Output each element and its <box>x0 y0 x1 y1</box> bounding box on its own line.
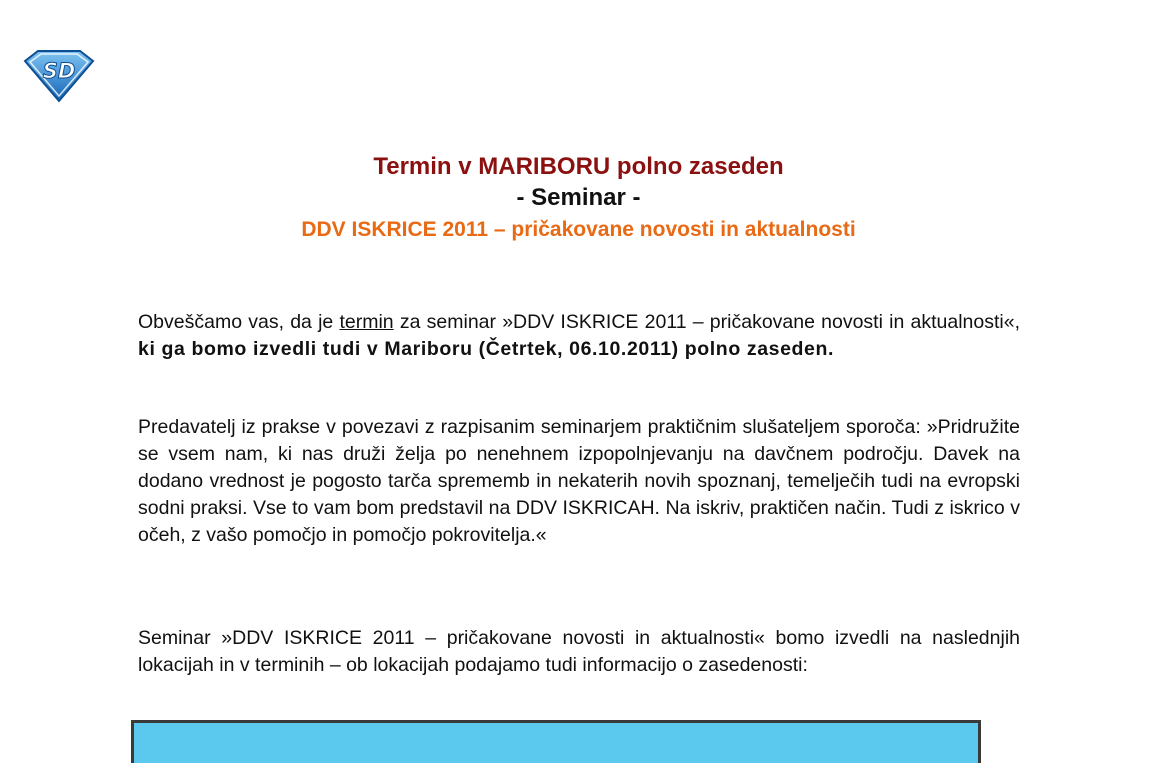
quote-text: Pridružite se vsem nam, ki nas druži želja po nenehnem izpopolnjevanju na davčnem področju. Davek na dodano vrednost je pogosto tarča sprememb in nekaterih novih spoznanj, temelječih tudi na evropski sodni praksi. Vse to vam bom predstavil na DDV ISKRICAH. Na iskriv, praktičen način. Tudi z iskrico v očeh, z vašo pomočjo in pomočjo pokrovitelja. <box>138 416 1020 546</box>
paragraph-lecturer-quote <box>138 414 1020 549</box>
quote-lead: Predavatelj iz prakse v povezavi z razpisanim seminarjem praktičnim slušateljem sporoča: » <box>138 416 938 438</box>
paragraph-locations: Seminar »DDV ISKRICE 2011 – pričakovane novosti in aktualnosti« bomo izvedli na naslednjih lokacijah in v terminih – ob lokacijah podajamo tudi informacijo o zasedenosti: <box>138 627 1020 676</box>
svg-text:SD: SD <box>42 59 76 83</box>
seminar-title: DDV ISKRICE 2011 – pričakovane novosti in aktualnosti <box>301 218 856 241</box>
locations-table <box>131 720 981 763</box>
quote-end: « <box>535 524 547 546</box>
announcement-bold: ki ga bomo izvedli tudi v Mariboru (Četrtek, 06.10.2011) polno zaseden. <box>138 338 835 360</box>
page-subtitle: - Seminar - <box>516 184 641 211</box>
paragraph-announcement <box>138 309 1020 363</box>
company-logo-icon <box>22 49 96 103</box>
termin-link[interactable]: termin <box>339 311 394 333</box>
page-title: Termin v MARIBORU polno zaseden <box>373 153 784 180</box>
announcement-lead: Obveščamo vas, da je <box>138 311 340 333</box>
announcement-mid: za seminar »DDV ISKRICE 2011 – pričakovane novosti in aktualnosti«, <box>393 311 1020 333</box>
title-block <box>0 152 1157 246</box>
